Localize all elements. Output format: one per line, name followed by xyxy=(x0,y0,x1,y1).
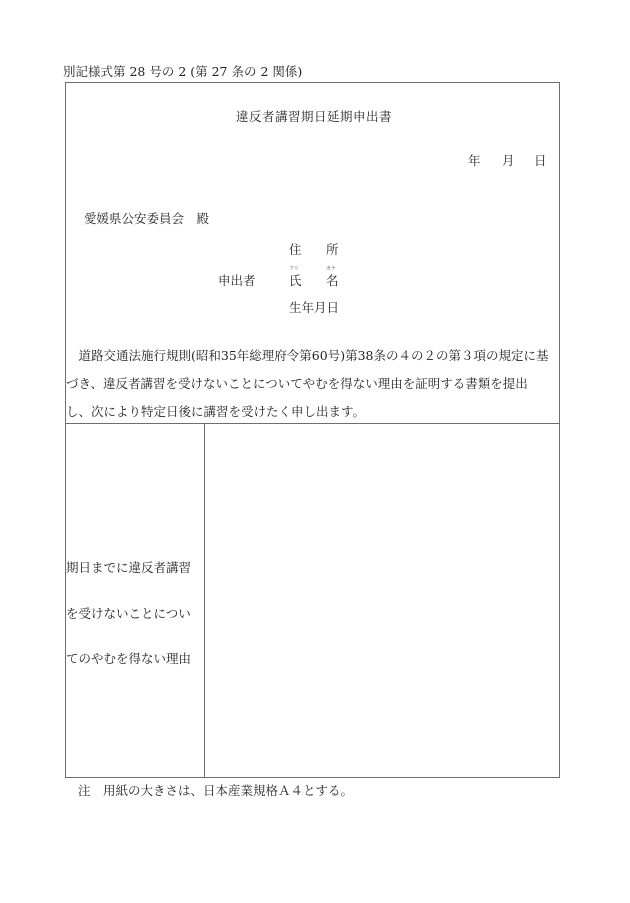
declaration-text xyxy=(66,342,558,426)
name-ruby-1: フリ xyxy=(289,266,299,272)
addressee: 愛媛県公安委員会 殿 xyxy=(84,211,210,226)
declaration-line: し、次により特定日後に講習を受けたく申し出ます。 xyxy=(66,404,366,419)
name-label-char-1: フリ 氏 xyxy=(289,266,302,288)
declaration-line: 道路交通法施行規則(昭和35年総理府令第60号)第38条の４の２の第３項の規定に基 xyxy=(66,348,549,363)
date-month-label: 月 xyxy=(502,153,515,168)
reason-label-line: を受けないことについ xyxy=(66,605,191,621)
form-id: 別記様式第 28 号の 2 (第 27 条の 2 関係) xyxy=(63,64,303,79)
address-label-char-2: 所 xyxy=(326,242,339,257)
reason-label-line: てのやむを得ない理由 xyxy=(66,651,192,666)
divider-vertical xyxy=(204,423,205,778)
declaration-line: づき、違反者講習を受けないことについてやむを得ない理由を証明する書類を提出 xyxy=(66,376,528,391)
birthdate-label: 生年月日 xyxy=(289,300,340,315)
document-title: 違反者講習期日延期申出書 xyxy=(236,109,393,124)
address-label-char-1: 住 xyxy=(289,242,302,257)
name-label-char-2: ガナ 名 xyxy=(326,266,339,288)
date-year-label: 年 xyxy=(468,153,481,168)
reason-field[interactable] xyxy=(206,425,558,776)
footnote: 注 用紙の大きさは、日本産業規格Ａ４とする。 xyxy=(78,783,354,798)
name-ruby-2: ガナ xyxy=(326,266,337,272)
reason-label-line: 期日までに違反者講習 xyxy=(66,560,192,575)
date-day-label: 日 xyxy=(534,153,547,168)
applicant-label: 申出者 xyxy=(218,273,256,288)
reason-label xyxy=(66,545,203,682)
